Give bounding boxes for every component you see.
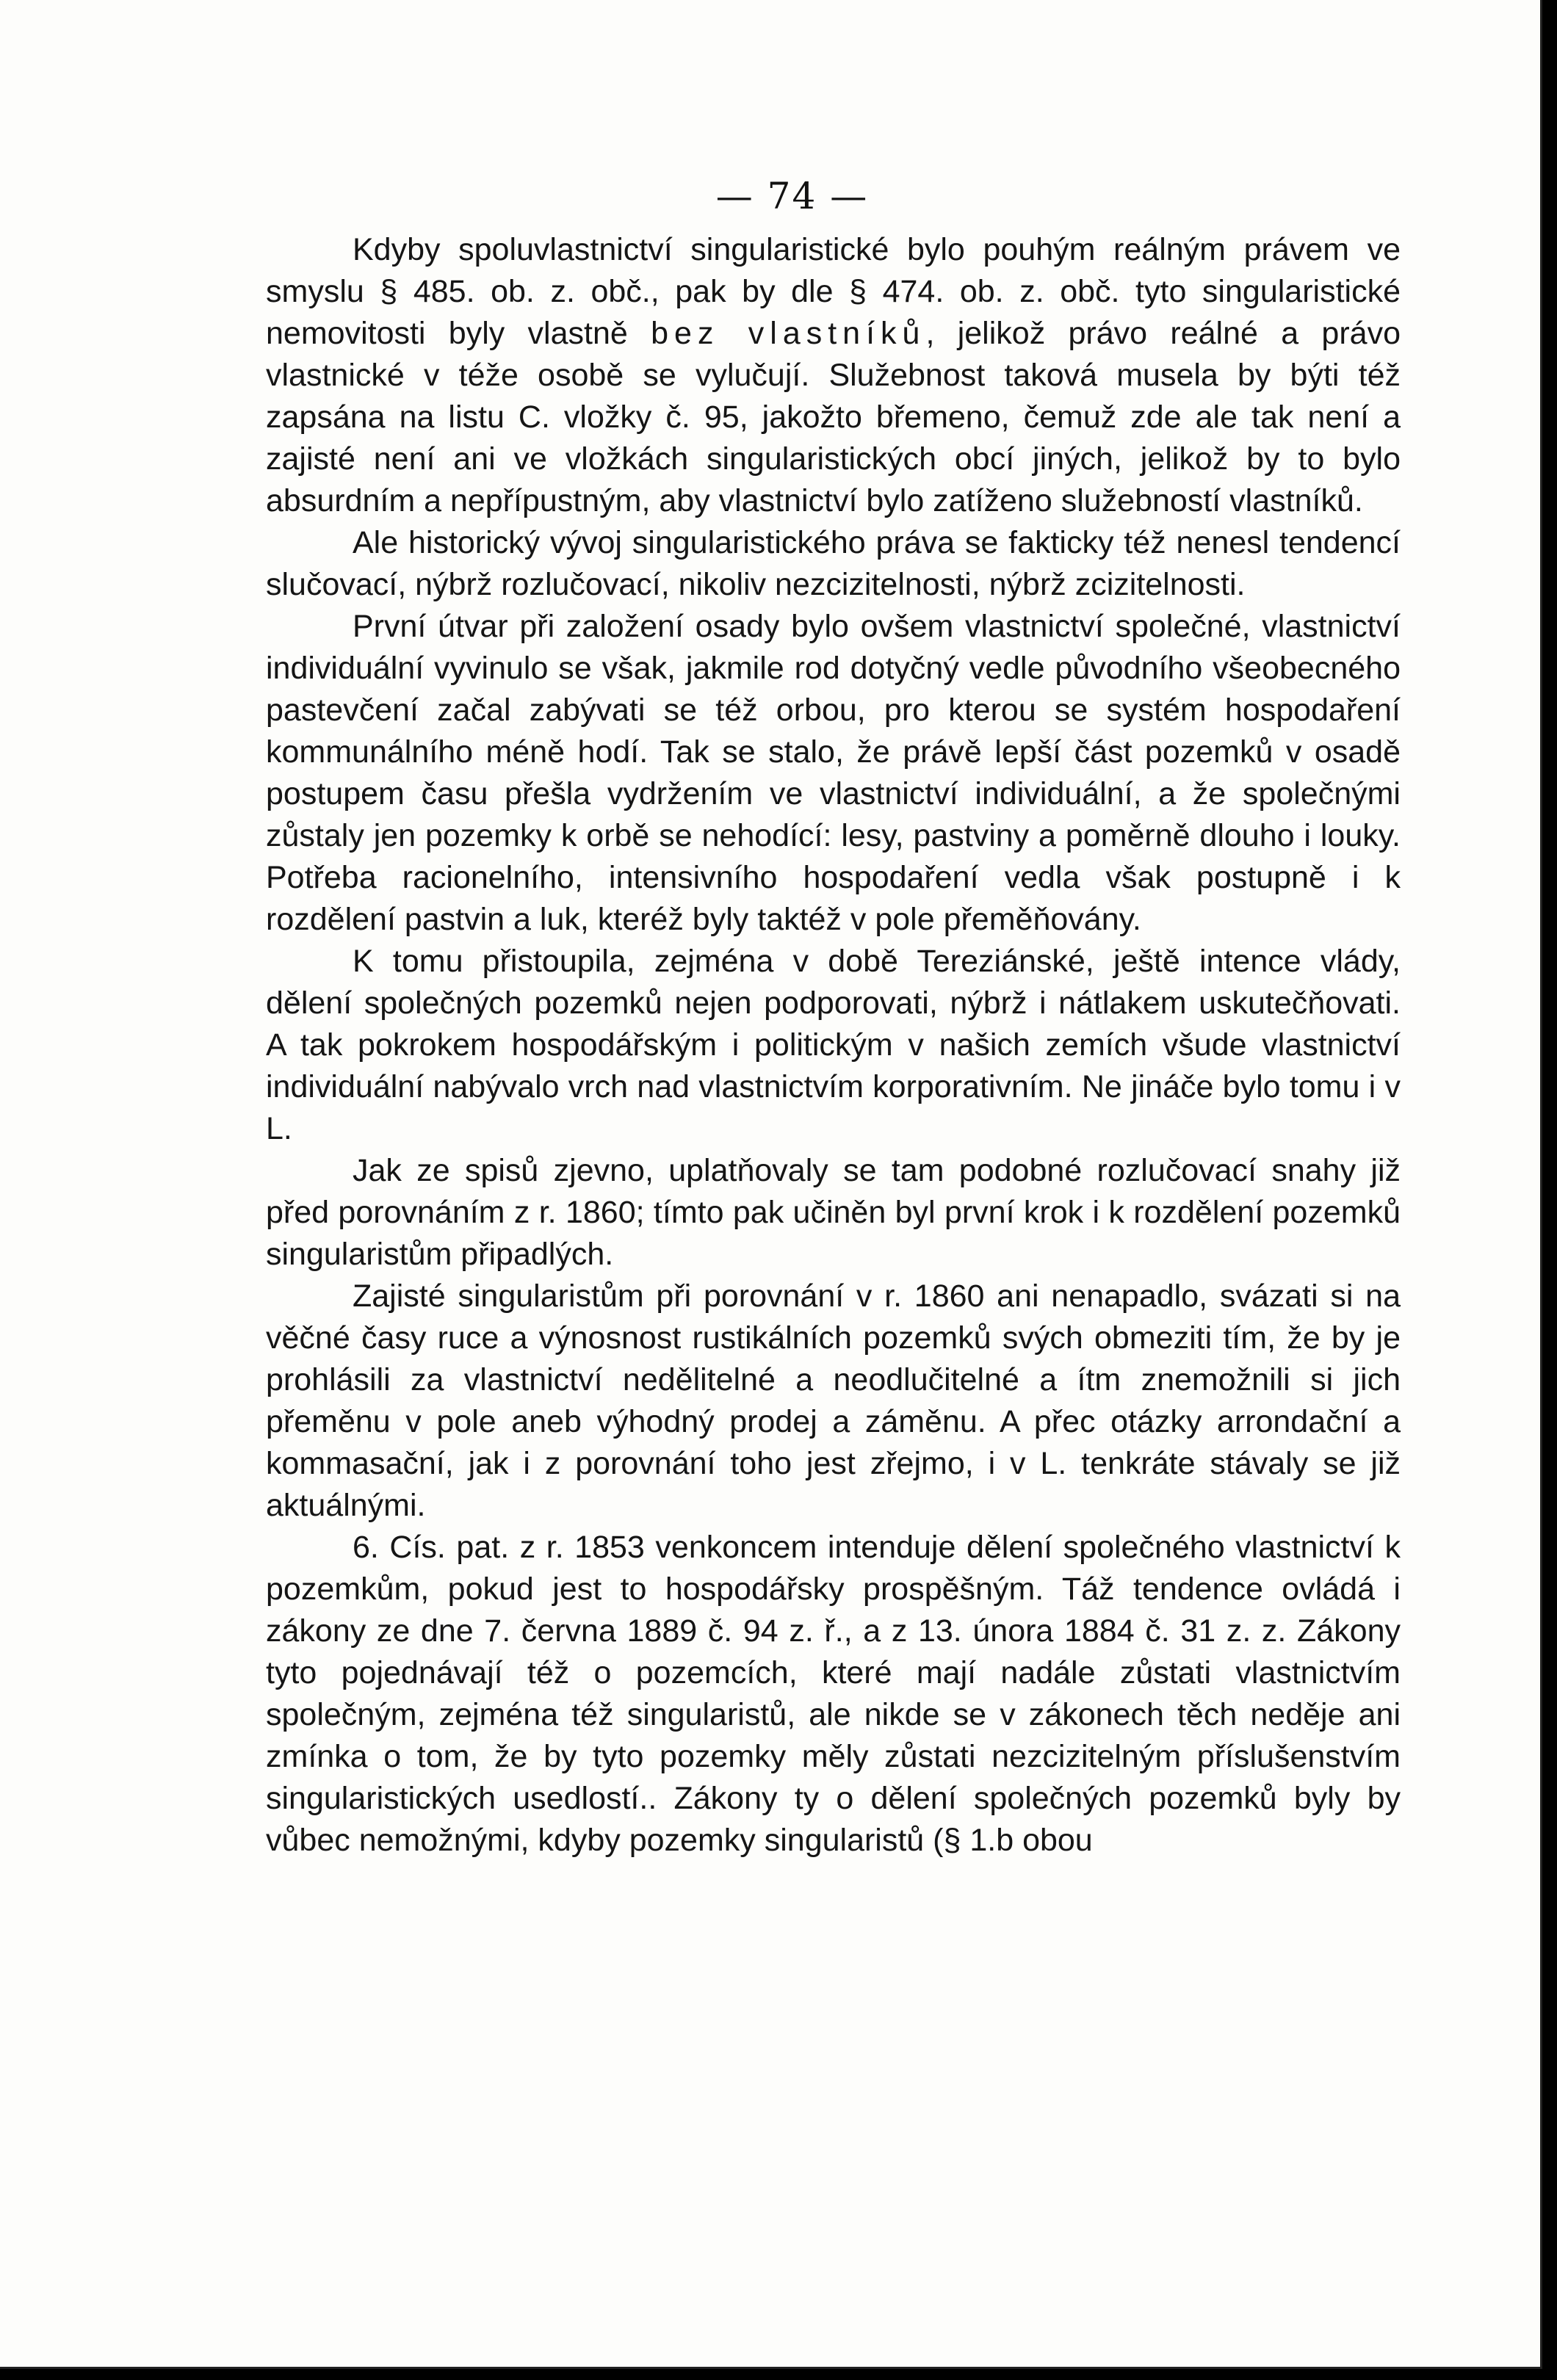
page-number: — 74 — xyxy=(715,175,869,217)
paragraph: První útvar při založení osady bylo ovšem vlastnictví společné, vlastnictví individuální vyvinulo se však, jakmile rod dotyčný vedle původního všeobecného pastevčení začal zabývati se též orbou, pro kterou se systém hospodaření kommunálního méně hodí. Tak se stalo, že právě lepší část pozemků v osadě postupem času přešla vydržením ve vlastnictví individuální, a že společnými zůstaly jen pozemky k orbě se nehodící: lesy, pastviny a poměrně dlouho i louky. Potřeba racionelního, intensivního hospodaření vedla však postupně i k rozdělení pastvin a luk, kteréž byly taktéž v pole přeměňovány. xyxy=(266,609,1401,937)
paragraph: 6. Cís. pat. z r. 1853 venkoncem intenduje dělení společného vlastnictví k pozemkům, pokud jest to hospodářsky prospěšným. Táž tendence ovládá i zákony ze dne 7. června 1889 č. 94 z. ř., a z 13. února 1884 č. 31 z. z. Zákony tyto pojednávají též o pozemcích, které mají nadále zůstati vlastnictvím společným, zejména též singularistů, ale nikde se v zákonech těch neděje ani zmínka o tom, že by tyto pozemky měly zůstati nezcizitelným příslušenstvím singularistických usedlostí.. Zákony ty o dělení společných pozemků byly by vůbec nemožnými, kdyby pozemky singularistů (§ 1.b obou xyxy=(266,1530,1401,1858)
emphasized-phrase: bez vlastníků xyxy=(651,316,926,351)
paragraph: Kdyby spoluvlastnictví singularistické bylo pouhým reálným právem ve smyslu § 485. ob. z. obč., pak by dle § 474. ob. z. obč. tyto singularistické nemovitosti byly vlastně bez vlastníků, jelikož právo reálné a právo vlastnické v téže osobě se vylučují. Služebnost taková musela by býti též zapsána na listu C. vložky č. 95, jakožto břemeno, čemuž zde ale tak není a zajisté není ani ve vložkách singularistických obcí jiných, jelikož by to bylo absurdním a nepřípustným, aby vlastnictví bylo zatíženo služebností vlastníků. xyxy=(266,232,1401,518)
body-text xyxy=(266,229,1401,1862)
paragraph: Jak ze spisů zjevno, uplatňovaly se tam podobné rozlučovací snahy již před porovnáním z r. 1860; tímto pak učiněn byl první krok i k rozdělení pozemků singularistům připadlých. xyxy=(266,1153,1401,1272)
paragraph: Ale historický vývoj singularistického práva se fakticky též nenesl tendencí slučovací, nýbrž rozlučovací, nikoliv nezcizitelnosti, nýbrž zcizitelnosti. xyxy=(266,525,1401,602)
paragraph: Zajisté singularistům při porovnání v r. 1860 ani nenapadlo, svázati si na věčné časy ruce a výnosnost rustikálních pozemků svých obmeziti tím, že by je prohlásili za vlastnictví nedělitelné a neodlučitelné a ítm znemožnili si jich přeměnu v pole aneb výhodný prodej a záměnu. A přec otázky arrondační a kommasační, jak i z porovnání toho jest zřejmo, i v L. tenkráte stávaly se již aktuálnými. xyxy=(266,1278,1401,1523)
paragraph: K tomu přistoupila, zejména v době Tereziánské, ještě intence vlády, dělení společných pozemků nejen podporovati, nýbrž i nátlakem uskutečňovati. A tak pokrokem hospodářským i politickým v našich zemích všude vlastnictví individuální nabývalo vrch nad vlastnictvím korporativním. Ne jináče bylo tomu i v L. xyxy=(266,944,1401,1146)
